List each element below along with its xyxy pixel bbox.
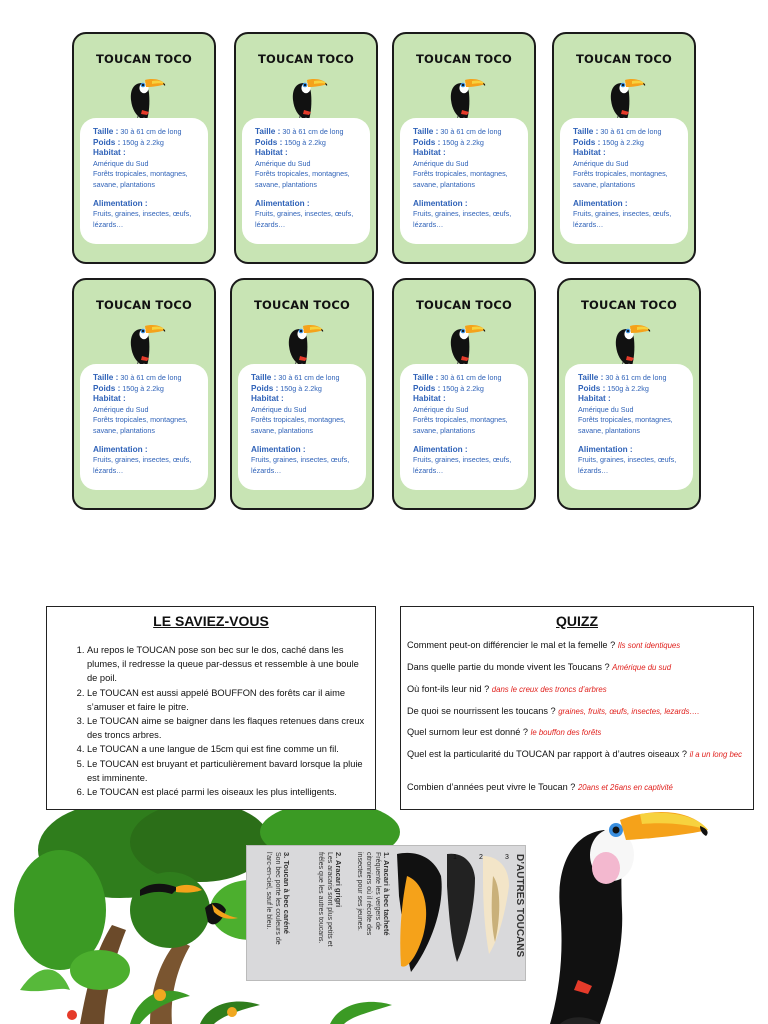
- size-label: Taille :: [255, 127, 281, 136]
- size-label: Taille :: [573, 127, 599, 136]
- fact-item: 1. Au repos le TOUCAN pose son bec sur le dos, caché dans les plumes, il redresse la queue par-dessus et ressemble à une boule de poil.: [87, 643, 365, 686]
- size-value: 30 à 61 cm de long: [600, 127, 662, 136]
- habitat-label: Habitat :: [93, 148, 126, 158]
- quiz-item: [407, 683, 745, 696]
- clipping-item-title: 1. Aracari à bec tacheté: [382, 852, 391, 936]
- habitat-line: Amérique du Sud: [93, 404, 149, 414]
- did-you-know-box: [46, 606, 376, 810]
- food-line: lézards…: [413, 465, 444, 475]
- habitat-line: Forêts tropicales, montagnes,: [413, 415, 508, 425]
- food-line: lézards…: [255, 219, 286, 229]
- quiz-question: De quoi se nourrissent les toucans ?: [407, 706, 556, 716]
- card-title: TOUCAN TOCO: [581, 298, 677, 312]
- weight-value: 150g à 2.2kg: [284, 137, 326, 147]
- card-info-panel: [238, 364, 366, 490]
- food-line: lézards…: [93, 465, 124, 475]
- size-value: 30 à 61 cm de long: [278, 373, 340, 382]
- habitat-line: savane, plantations: [93, 179, 155, 189]
- clipping-item-text: insectes pour ses jeunes.: [356, 852, 363, 931]
- food-line: lézards…: [578, 465, 609, 475]
- card-info-panel: [565, 364, 693, 490]
- quiz-box: [400, 606, 754, 810]
- fact-item: 6. Le TOUCAN est placé parmi les oiseaux les plus intelligents.: [87, 785, 365, 799]
- card-title: TOUCAN TOCO: [416, 298, 512, 312]
- clipping-item-text: Les aracaris sont plus petits et: [326, 852, 333, 947]
- toucan-icon: [607, 315, 651, 369]
- quiz-question: Quel est la particularité du TOUCAN par rapport à d’autres oiseaux ?: [407, 749, 688, 759]
- did-you-know-title: LE SAVIEZ-VOUS: [153, 613, 269, 629]
- toucan-icon: [602, 69, 646, 123]
- clipping-number: 3: [505, 854, 509, 861]
- habitat-label: Habitat :: [413, 148, 446, 158]
- toucan-card: [72, 32, 216, 264]
- food-line: lézards…: [413, 219, 444, 229]
- food-label: Alimentation :: [251, 444, 306, 454]
- weight-value: 150g à 2.2kg: [442, 137, 484, 147]
- card-info-panel: [242, 118, 370, 244]
- size-label: Taille :: [251, 373, 277, 382]
- card-info-panel: [400, 364, 528, 490]
- food-line: lézards…: [573, 219, 604, 229]
- habitat-line: Forêts tropicales, montagnes,: [255, 169, 350, 179]
- weight-value: 150g à 2.2kg: [280, 383, 322, 393]
- food-line: lézards…: [93, 219, 124, 229]
- quiz-question: Quel surnom leur est donné ?: [407, 727, 529, 737]
- habitat-line: Forêts tropicales, montagnes,: [93, 169, 188, 179]
- quiz-question: Où font-ils leur nid ?: [407, 684, 490, 694]
- habitat-line: Forêts tropicales, montagnes,: [251, 415, 346, 425]
- habitat-line: savane, plantations: [413, 179, 475, 189]
- size-label: Taille :: [413, 373, 439, 382]
- clipping-heading: D’AUTRES TOUCANS: [514, 854, 525, 958]
- toucan-icon: [442, 315, 486, 369]
- quiz-item: [407, 781, 745, 794]
- card-title: TOUCAN TOCO: [96, 52, 192, 66]
- weight-value: 150g à 2.2kg: [607, 383, 649, 393]
- quiz-item: [407, 705, 745, 718]
- habitat-line: savane, plantations: [93, 425, 155, 435]
- quiz-answer: Amérique du sud: [612, 663, 672, 672]
- weight-value: 150g à 2.2kg: [442, 383, 484, 393]
- food-line: Fruits, graines, insectes, œufs,: [93, 209, 192, 219]
- food-line: Fruits, graines, insectes, œufs,: [251, 455, 350, 465]
- toucan-card: [552, 32, 696, 264]
- quiz-answer: graines, fruits, œufs, insectes, lezards….: [558, 707, 700, 716]
- habitat-line: Forêts tropicales, montagnes,: [93, 415, 188, 425]
- toucan-icon: [284, 69, 328, 123]
- fact-item: 5. Le TOUCAN est bruyant et particulièrement bavard lorsque la pluie est imminente.: [87, 757, 365, 785]
- habitat-label: Habitat :: [573, 148, 606, 158]
- other-toucans-clipping: [246, 845, 526, 981]
- quiz-item: [407, 726, 745, 739]
- food-label: Alimentation :: [573, 198, 628, 208]
- card-info-panel: [80, 364, 208, 490]
- food-label: Alimentation :: [255, 198, 310, 208]
- clipping-number: 1: [453, 854, 457, 861]
- quiz-question: Comment peut-on différencier le mal et la femelle ?: [407, 640, 616, 650]
- quiz-answer: le bouffon des forêts: [530, 728, 602, 737]
- size-label: Taille :: [93, 127, 119, 136]
- weight-label: Poids :: [413, 383, 441, 393]
- food-line: Fruits, graines, insectes, œufs,: [93, 455, 192, 465]
- size-value: 30 à 61 cm de long: [605, 373, 667, 382]
- quiz-question: Dans quelle partie du monde vivent les Toucans ?: [407, 662, 610, 672]
- size-value: 30 à 61 cm de long: [440, 373, 502, 382]
- card-info-panel: [560, 118, 688, 244]
- food-line: Fruits, graines, insectes, œufs,: [413, 209, 512, 219]
- habitat-line: Amérique du Sud: [255, 158, 311, 168]
- habitat-label: Habitat :: [93, 394, 126, 404]
- clipping-item-title: 2. Aracari grigri: [334, 852, 343, 908]
- size-value: 30 à 61 cm de long: [120, 373, 182, 382]
- habitat-line: savane, plantations: [251, 425, 313, 435]
- food-line: Fruits, graines, insectes, œufs,: [573, 209, 672, 219]
- facts-list: [87, 643, 365, 799]
- toucan-card: [234, 32, 378, 264]
- food-line: lézards…: [251, 465, 282, 475]
- habitat-line: Amérique du Sud: [578, 404, 634, 414]
- quiz-answer: 20ans et 26ans en captivité: [577, 783, 673, 792]
- quiz-answer: il a un long bec: [689, 750, 743, 759]
- fact-item: 4. Le TOUCAN a une langue de 15cm qui est fine comme un fil.: [87, 742, 365, 756]
- quiz-title: QUIZZ: [556, 613, 598, 629]
- habitat-line: Amérique du Sud: [93, 158, 149, 168]
- toucan-card: [392, 32, 536, 264]
- weight-value: 150g à 2.2kg: [602, 137, 644, 147]
- habitat-line: savane, plantations: [573, 179, 635, 189]
- card-title: TOUCAN TOCO: [416, 52, 512, 66]
- weight-label: Poids :: [573, 137, 601, 147]
- clipping-item-title: 3. Toucan à bec caréné: [282, 852, 291, 934]
- weight-label: Poids :: [578, 383, 606, 393]
- fact-item: 3. Le TOUCAN aime se baigner dans les flaques retenues dans creux des troncs arbres.: [87, 714, 365, 742]
- habitat-line: savane, plantations: [413, 425, 475, 435]
- quiz-answer: dans le creux des troncs d’arbres: [491, 685, 607, 694]
- quiz-item: [407, 661, 745, 674]
- toucan-card: [230, 278, 374, 510]
- habitat-line: Forêts tropicales, montagnes,: [573, 169, 668, 179]
- food-label: Alimentation :: [413, 198, 468, 208]
- weight-label: Poids :: [93, 383, 121, 393]
- weight-value: 150g à 2.2kg: [122, 383, 164, 393]
- clipping-item-text: l’arc-en-ciel, sauf le bleu.: [265, 852, 272, 930]
- clipping-number: 2: [479, 854, 483, 861]
- habitat-line: Amérique du Sud: [413, 404, 469, 414]
- toucan-icon: [280, 315, 324, 369]
- habitat-label: Habitat :: [255, 148, 288, 158]
- toucan-card: [392, 278, 536, 510]
- card-info-panel: [400, 118, 528, 244]
- size-label: Taille :: [578, 373, 604, 382]
- toucan-icon: [122, 315, 166, 369]
- habitat-line: Amérique du Sud: [573, 158, 629, 168]
- fact-item: 2. Le TOUCAN est aussi appelé BOUFFON des forêts car il aime s’amuser et faire le pitre.: [87, 686, 365, 714]
- card-info-panel: [80, 118, 208, 244]
- weight-label: Poids :: [413, 137, 441, 147]
- habitat-line: savane, plantations: [255, 179, 317, 189]
- toucan-icon: [122, 69, 166, 123]
- toucan-icon: [442, 69, 486, 123]
- food-label: Alimentation :: [93, 444, 148, 454]
- toucan-card: [72, 278, 216, 510]
- weight-label: Poids :: [251, 383, 279, 393]
- size-value: 30 à 61 cm de long: [120, 127, 182, 136]
- habitat-label: Habitat :: [578, 394, 611, 404]
- weight-value: 150g à 2.2kg: [122, 137, 164, 147]
- habitat-line: Forêts tropicales, montagnes,: [413, 169, 508, 179]
- card-title: TOUCAN TOCO: [576, 52, 672, 66]
- card-title: TOUCAN TOCO: [258, 52, 354, 66]
- quiz-answer: Ils sont identiques: [617, 641, 681, 650]
- size-value: 30 à 61 cm de long: [282, 127, 344, 136]
- quiz-question: Combien d’années peut vivre le Toucan ?: [407, 782, 576, 792]
- quiz-item: [407, 639, 745, 652]
- clipping-item-text: citronniers où il récolte des: [365, 852, 372, 936]
- food-label: Alimentation :: [578, 444, 633, 454]
- card-title: TOUCAN TOCO: [254, 298, 350, 312]
- food-line: Fruits, graines, insectes, œufs,: [413, 455, 512, 465]
- food-line: Fruits, graines, insectes, œufs,: [578, 455, 677, 465]
- habitat-label: Habitat :: [251, 394, 284, 404]
- weight-label: Poids :: [255, 137, 283, 147]
- habitat-line: savane, plantations: [578, 425, 640, 435]
- food-label: Alimentation :: [413, 444, 468, 454]
- size-value: 30 à 61 cm de long: [440, 127, 502, 136]
- weight-label: Poids :: [93, 137, 121, 147]
- habitat-line: Forêts tropicales, montagnes,: [578, 415, 673, 425]
- clipping-item-text: Fréquente les vergers de: [374, 852, 381, 930]
- habitat-label: Habitat :: [413, 394, 446, 404]
- toucan-card: [557, 278, 701, 510]
- clipping-item-text: Son bec porte les couleurs de: [274, 852, 281, 945]
- size-label: Taille :: [413, 127, 439, 136]
- clipping-item-text: frêles que les autres toucans.: [317, 852, 324, 944]
- card-title: TOUCAN TOCO: [96, 298, 192, 312]
- quiz-item: [407, 748, 745, 761]
- size-label: Taille :: [93, 373, 119, 382]
- food-label: Alimentation :: [93, 198, 148, 208]
- food-line: Fruits, graines, insectes, œufs,: [255, 209, 354, 219]
- habitat-line: Amérique du Sud: [251, 404, 307, 414]
- habitat-line: Amérique du Sud: [413, 158, 469, 168]
- large-toucan-illustration: [550, 812, 708, 1024]
